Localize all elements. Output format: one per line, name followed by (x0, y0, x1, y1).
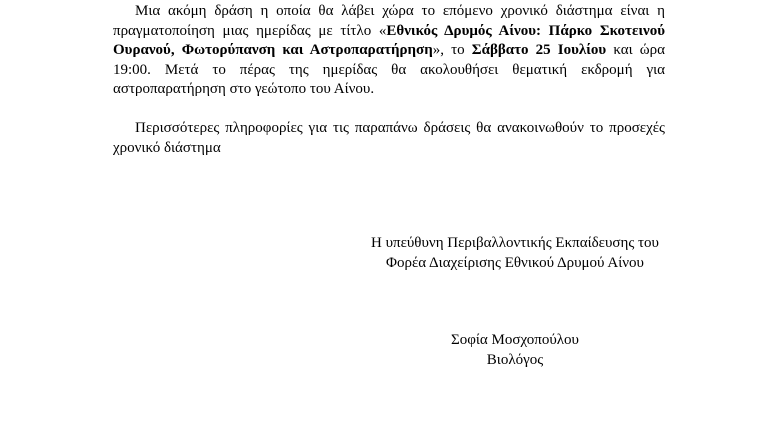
signature-role-line-2: Φορέα Διαχείρισης Εθνικού Δρυμού Αίνου (386, 254, 644, 271)
paragraph-more-info (113, 119, 665, 158)
paragraph-event (113, 2, 665, 100)
event-followup-text: Μετά το πέρας της ημερίδας θα ακολουθήσει θεματική εκδρομή για αστροπαρατήρηση στο γεώτοπο του Αίνου. (113, 61, 665, 97)
signature-organization-block (340, 234, 690, 273)
event-intro-text: Μια ακόμη δράση η οποία θα λάβει χώρα το επόμενο χρονικό διάστημα είναι η πραγματοποίηση μιας ημερίδας με τίτλο « (113, 3, 665, 39)
more-info-text: Περισσότερες πληροφορίες για τις παραπάνω δράσεις θα ανακοινωθούν το προσεχές χρονικό διάστημα (113, 120, 665, 156)
event-title: Εθνικός Δρυμός Αίνου: Πάρκο Σκοτεινού Ουρανού, Φωτορύπανση και Αστροπαρατήρηση (113, 22, 665, 58)
signature-name: Σοφία Μοσχοπούλου (451, 332, 579, 348)
signature-role-line-1: Η υπεύθυνη Περιβαλλοντικής Εκπαίδευσης του (371, 235, 659, 251)
signature-person-block (415, 331, 615, 370)
event-after-title-text: », το (432, 42, 472, 58)
signature-title: Βιολόγος (486, 351, 544, 368)
event-time-text: και ώρα 19:00. (113, 42, 666, 78)
event-date: Σάββατο 25 Ιουλίου (471, 42, 607, 58)
